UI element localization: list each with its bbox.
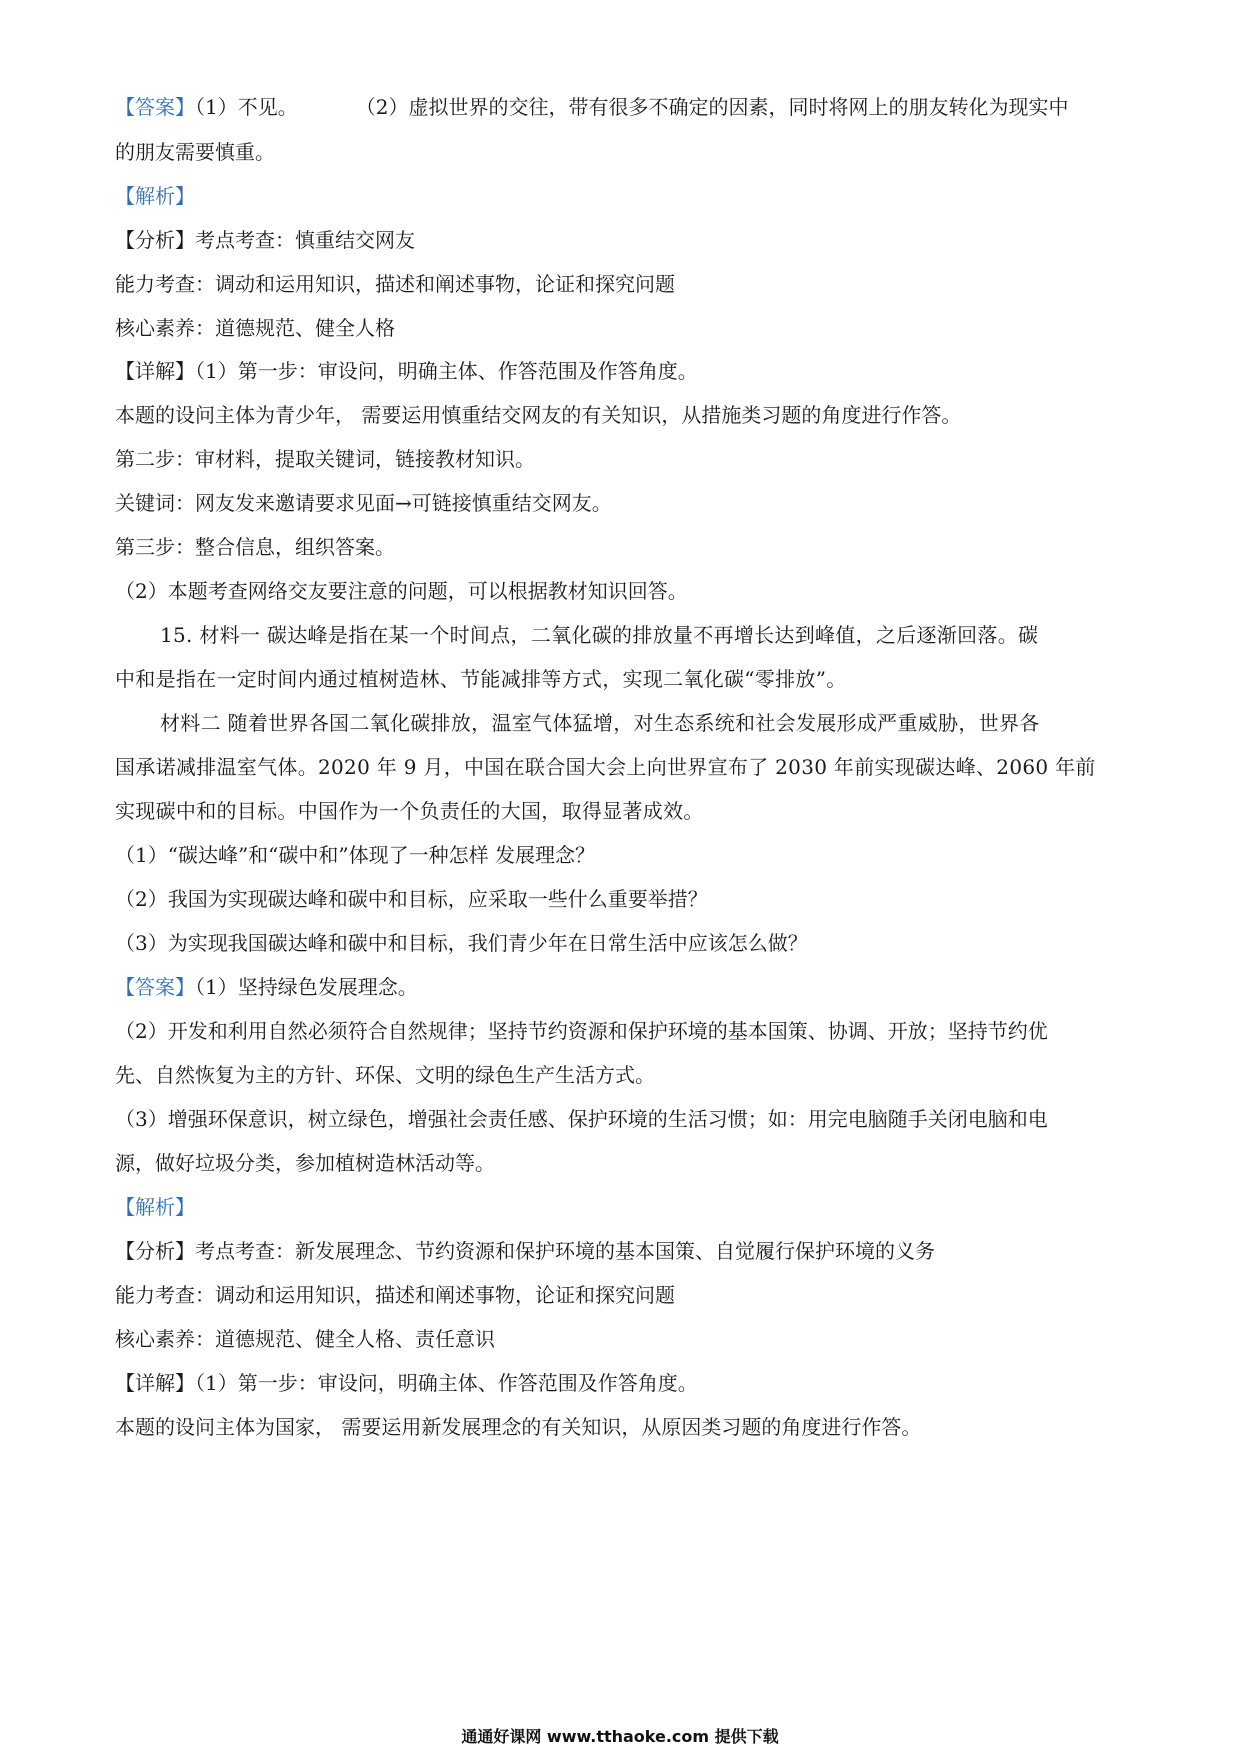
- q14-analysis-heading: [115, 181, 1135, 211]
- q15-analysis-heading: [115, 1192, 1135, 1222]
- q15-fenxi-line: [115, 1236, 1135, 1266]
- q14-answer-continuation: 的朋友需要慎重。: [115, 140, 275, 164]
- analysis-label: 【解析】: [115, 184, 195, 208]
- q14-fenxi-text: 考点考查：慎重结交网友: [195, 228, 415, 252]
- q14-ability: 能力考查：调动和运用知识，描述和阐述事物，论证和探究问题: [115, 272, 675, 296]
- q15-question3: （3）为实现我国碳达峰和碳中和目标，我们青少年在日常生活中应该怎么做？: [115, 931, 808, 955]
- q15-answer2-line1: （2）开发和利用自然必须符合自然规律；坚持节约资源和保护环境的基本国策、协调、开放；坚持节约优: [115, 1019, 1048, 1043]
- q15-fenxi-text: 考点考查：新发展理念、节约资源和保护环境的基本国策、自觉履行保护环境的义务: [195, 1239, 935, 1263]
- q14-keywords: 关键词：网友发来邀请要求见面→可链接慎重结交网友。: [115, 491, 612, 515]
- q15-ability: 能力考查：调动和运用知识，描述和阐述事物，论证和探究问题: [115, 1283, 675, 1307]
- q15-literacy: 核心素养：道德规范、健全人格、责任意识: [115, 1327, 495, 1351]
- q14-part2: （2）本题考查网络交友要注意的问题，可以根据教材知识回答。: [115, 579, 688, 603]
- q14-answer-line: [115, 92, 1135, 122]
- fenxi-label: 【分析】: [115, 228, 195, 252]
- q14-literacy: 核心素养：道德规范、健全人格: [115, 316, 395, 340]
- q15-material2-line3: 实现碳中和的目标。中国作为一个负责任的大国，取得显著成效。: [115, 799, 704, 823]
- q15-answer3-line2: 源，做好垃圾分类，参加植树造林活动等。: [115, 1151, 495, 1175]
- analysis-label: 【解析】: [115, 1195, 195, 1219]
- fenxi-label: 【分析】: [115, 1239, 195, 1263]
- q15-question2: （2）我国为实现碳达峰和碳中和目标，应采取一些什么重要举措？: [115, 887, 708, 911]
- q14-xiangjie-line: [115, 356, 1135, 386]
- q14-step3: 第三步：整合信息，组织答案。: [115, 535, 395, 559]
- q14-answer-part1: （1）不见。: [195, 95, 298, 119]
- q14-answer-part2: （2）虚拟世界的交往，带有很多不确定的因素，同时将网上的朋友转化为现实中: [355, 95, 1069, 119]
- page-footer: 通通好课网 www.tthaoke.com 提供下载: [461, 1727, 779, 1746]
- q15-answer-line: [115, 972, 1135, 1002]
- answer-label: 【答案】: [115, 975, 195, 999]
- q15-material1-line2: 中和是指在一定时间内通过植树造林、节能减排等方式，实现二氧化碳“零排放”。: [115, 667, 847, 691]
- q15-answer3-line1: （3）增强环保意识，树立绿色，增强社会责任感、保护环境的生活习惯；如：用完电脑随手关闭电脑和电: [115, 1107, 1048, 1131]
- q14-subject: 本题的设问主体为青少年， 需要运用慎重结交网友的有关知识，从措施类习题的角度进行作答。: [115, 403, 962, 427]
- answer-label: 【答案】: [115, 95, 195, 119]
- q14-fenxi-line: [115, 225, 1135, 255]
- q15-question1: （1）“碳达峰”和“碳中和”体现了一种怎样 发展理念？: [115, 843, 595, 867]
- q14-step2: 第二步：审材料，提取关键词，链接教材知识。: [115, 447, 535, 471]
- q15-answer2-line2: 先、自然恢复为主的方针、环保、文明的绿色生产生活方式。: [115, 1063, 655, 1087]
- q15-subject: 本题的设问主体为国家， 需要运用新发展理念的有关知识，从原因类习题的角度进行作答。: [115, 1415, 922, 1439]
- q15-material2-line2: 国承诺减排温室气体。2020 年 9 月，中国在联合国大会上向世界宣布了 2030 年前实现碳达峰、2060 年前: [115, 755, 1096, 779]
- q15-answer1: （1）坚持绿色发展理念。: [195, 975, 418, 999]
- q15-material2-line1: 材料二 随着世界各国二氧化碳排放，温室气体猛增，对生态系统和社会发展形成严重威胁，世界各: [160, 711, 1040, 735]
- xiangjie-label: 【详解】: [115, 1371, 195, 1395]
- xiangjie-label: 【详解】: [115, 359, 195, 383]
- q14-xiangjie-text: （1）第一步：审设问，明确主体、作答范围及作答角度。: [195, 359, 698, 383]
- q15-material1-line1: 15. 材料一 碳达峰是指在某一个时间点，二氧化碳的排放量不再增长达到峰值，之后逐渐回落。碳: [160, 623, 1039, 647]
- q15-xiangjie-line: [115, 1368, 1135, 1398]
- q15-xiangjie-text: （1）第一步：审设问，明确主体、作答范围及作答角度。: [195, 1371, 698, 1395]
